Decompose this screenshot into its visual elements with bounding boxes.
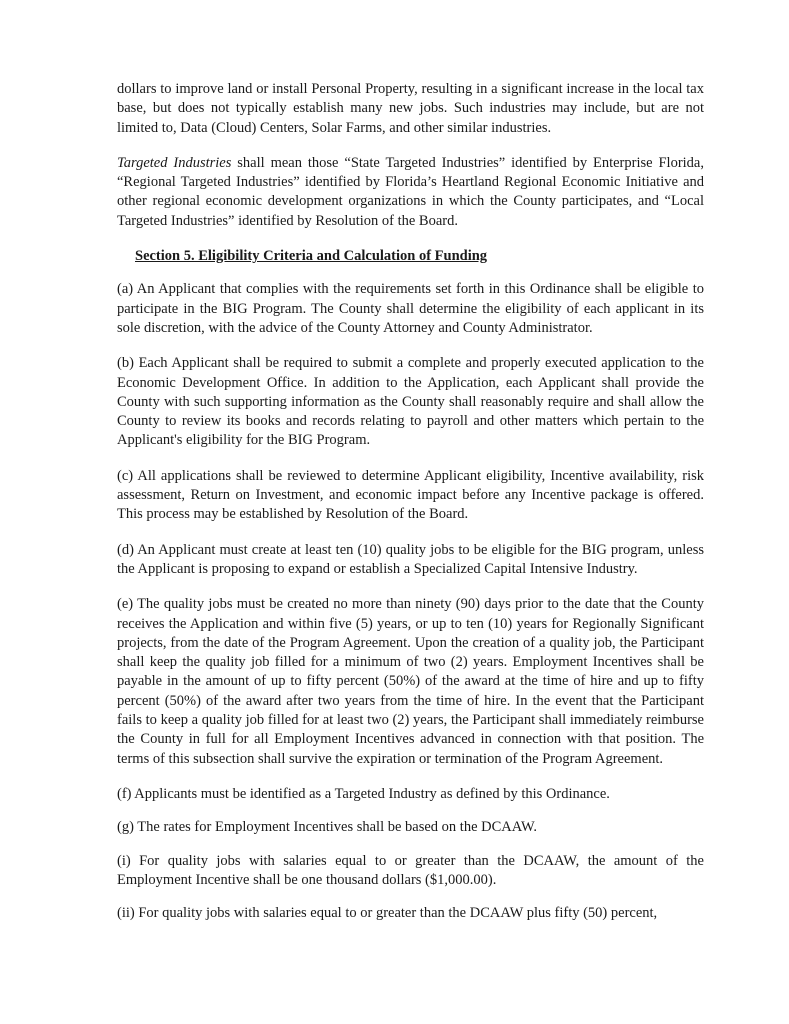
- paragraph-g: (g) The rates for Employment Incentives shall be based on the DCAAW.: [117, 819, 538, 836]
- section-heading: Section 5. Eligibility Criteria and Calculation of Funding: [135, 248, 488, 265]
- paragraph-b: (b) Each Applicant shall be required to submit a complete and properly executed application to the Economic Development Office. In addition to the Application, each Applicant shall provide the County with such supporting information as the County shall reasonably require and shall allow the County to review its books and records relating to payroll and other matters which pertain to the Applicant's eligibility for the BIG Program.: [117, 355, 704, 449]
- paragraph-ii: (ii) For quality jobs with salaries equal to or greater than the DCAAW plus fifty (50) percent,: [117, 905, 658, 922]
- paragraph-f: (f) Applicants must be identified as a Targeted Industry as defined by this Ordinance.: [117, 785, 610, 802]
- definition-text: shall mean those “State Targeted Industries” identified by Enterprise Florida, “Regional Targeted Industries” identified by Florida’s Heartland Regional Economic Initiative and other regional economic development organizations in which the County participates, and “Local Targeted Industries” identified by Resolution of the Board.: [117, 154, 704, 229]
- defined-term: Targeted Industries: [117, 154, 232, 171]
- paragraph-i: (i) For quality jobs with salaries equal to or greater than the DCAAW, the amount of the Employment Incentive shall be one thousand dollars ($1,000.00).: [117, 852, 704, 888]
- paragraph-a: (a) An Applicant that complies with the requirements set forth in this Ordinance shall be eligible to participate in the BIG Program. The County shall determine the eligibility of each applicant in its sole discretion, with the advice of the County Attorney and County Administrator.: [117, 281, 704, 336]
- paragraph-d: (d) An Applicant must create at least ten (10) quality jobs to be eligible for the BIG program, unless the Applicant is proposing to expand or establish a Specialized Capital Intensive Industry.: [117, 541, 704, 577]
- intro-paragraph: dollars to improve land or install Personal Property, resulting in a significant increase in the local tax base, but does not typically establish many new jobs. Such industries may include, but are not limited to, Data (Cloud) Centers, Solar Farms, and other similar industries.: [117, 81, 704, 136]
- targeted-industries-definition: [117, 154, 704, 231]
- paragraph-e: (e) The quality jobs must be created no more than ninety (90) days prior to the date that the County receives the Application and within five (5) years, or up to ten (10) years for Regionally Significant projects, from the date of the Program Agreement. Upon the creation of a quality job, the Participant shall keep the quality job filled for a minimum of two (2) years. Employment Incentives shall be payable in the amount of up to fifty percent (50%) of the award at the time of hire and up to fifty percent (50%) of the award after two years from the time of hire. In the event that the Participant fails to keep a quality job filled for at least two (2) years, the Participant shall immediately reimburse the County in full for all Employment Incentives advanced in connection with that position. The terms of this subsection shall survive the expiration or termination of the Program Agreement.: [117, 596, 704, 767]
- paragraph-c: (c) All applications shall be reviewed to determine Applicant eligibility, Incentive availability, risk assessment, Return on Investment, and economic impact before any Incentive package is offered. This process may be established by Resolution of the Board.: [117, 467, 704, 523]
- document-page: [117, 80, 704, 939]
